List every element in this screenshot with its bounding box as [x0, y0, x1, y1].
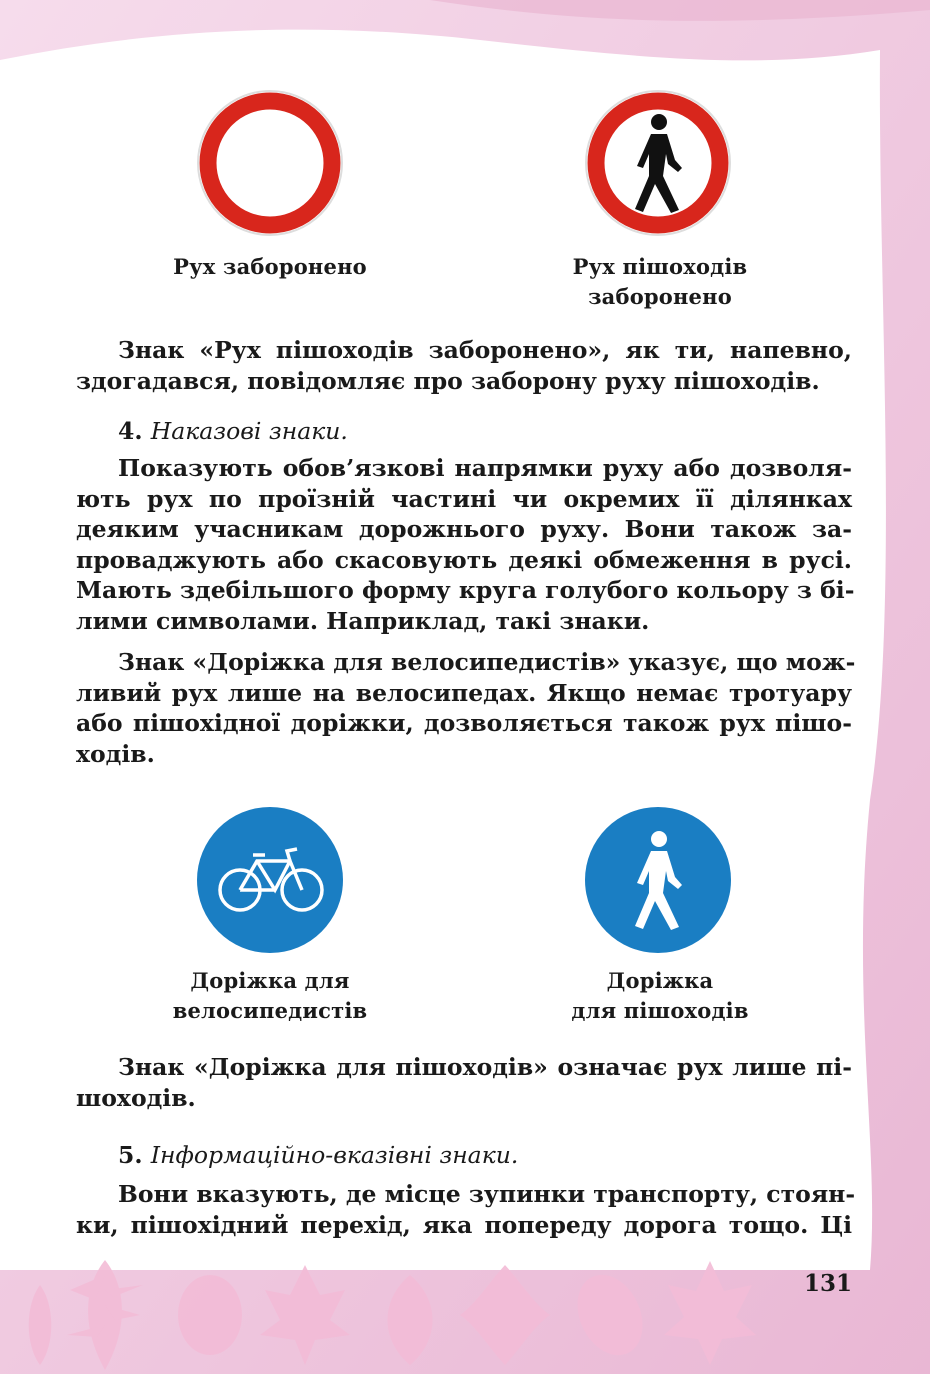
paragraph-3: Знак «Доріжка для велосипедистів» указує, що мож- ливий рух лише на велосипедах. Якщо немає тротуару або пішохідної доріжки, дозволяється також рух пішо- ходів.: [76, 648, 856, 768]
section-5-heading: 5. Інформаційно-вказівні знаки.: [118, 1141, 519, 1169]
paragraph-4: Знак «Доріжка для пішоходів» означає рух лише пі- шоходів.: [76, 1053, 852, 1112]
bicycle-path-sign: [195, 805, 345, 955]
pedestrian-path-sign: [583, 805, 733, 955]
paragraph-1: Знак «Рух пішоходів заборонено», як ти, напевно, здогадався, повідомляє про заборону руху пішоходів.: [76, 336, 852, 395]
no-entry-sign: [195, 88, 345, 238]
no-entry-caption: Рух заборонено: [173, 254, 367, 279]
no-entry-icon: [195, 88, 345, 238]
page-number: 131: [804, 1270, 853, 1297]
paragraph-5: Вони вказують, де місце зупинки транспорту, стоян- ки, пішохідний перехід, яка попереду дорога тощо. Ці: [76, 1180, 856, 1239]
no-pedestrians-caption: Рух пішоходів заборонено: [572, 254, 748, 309]
pedestrian-path-caption: Доріжка для пішоходів: [571, 968, 749, 1023]
pedestrian-icon: [583, 805, 733, 955]
no-pedestrians-sign: [583, 88, 733, 238]
no-pedestrians-icon: [583, 88, 733, 238]
bicycle-path-caption: Доріжка для велосипедистів: [172, 968, 368, 1023]
section-4-heading: 4. Наказові знаки.: [118, 417, 348, 445]
bicycle-icon: [195, 805, 345, 955]
paragraph-2: Показують обов’язкові напрямки руху або дозволя- ють рух по проїзній частині чи окремих її ділянках деяким учасникам дорожнього руху. Вони також за- проваджують або скасовують деякі обмеження в русі. Мають здебільшого форму круга голубого кольору з бі- лими символами. Наприклад, такі знаки.: [76, 454, 855, 635]
